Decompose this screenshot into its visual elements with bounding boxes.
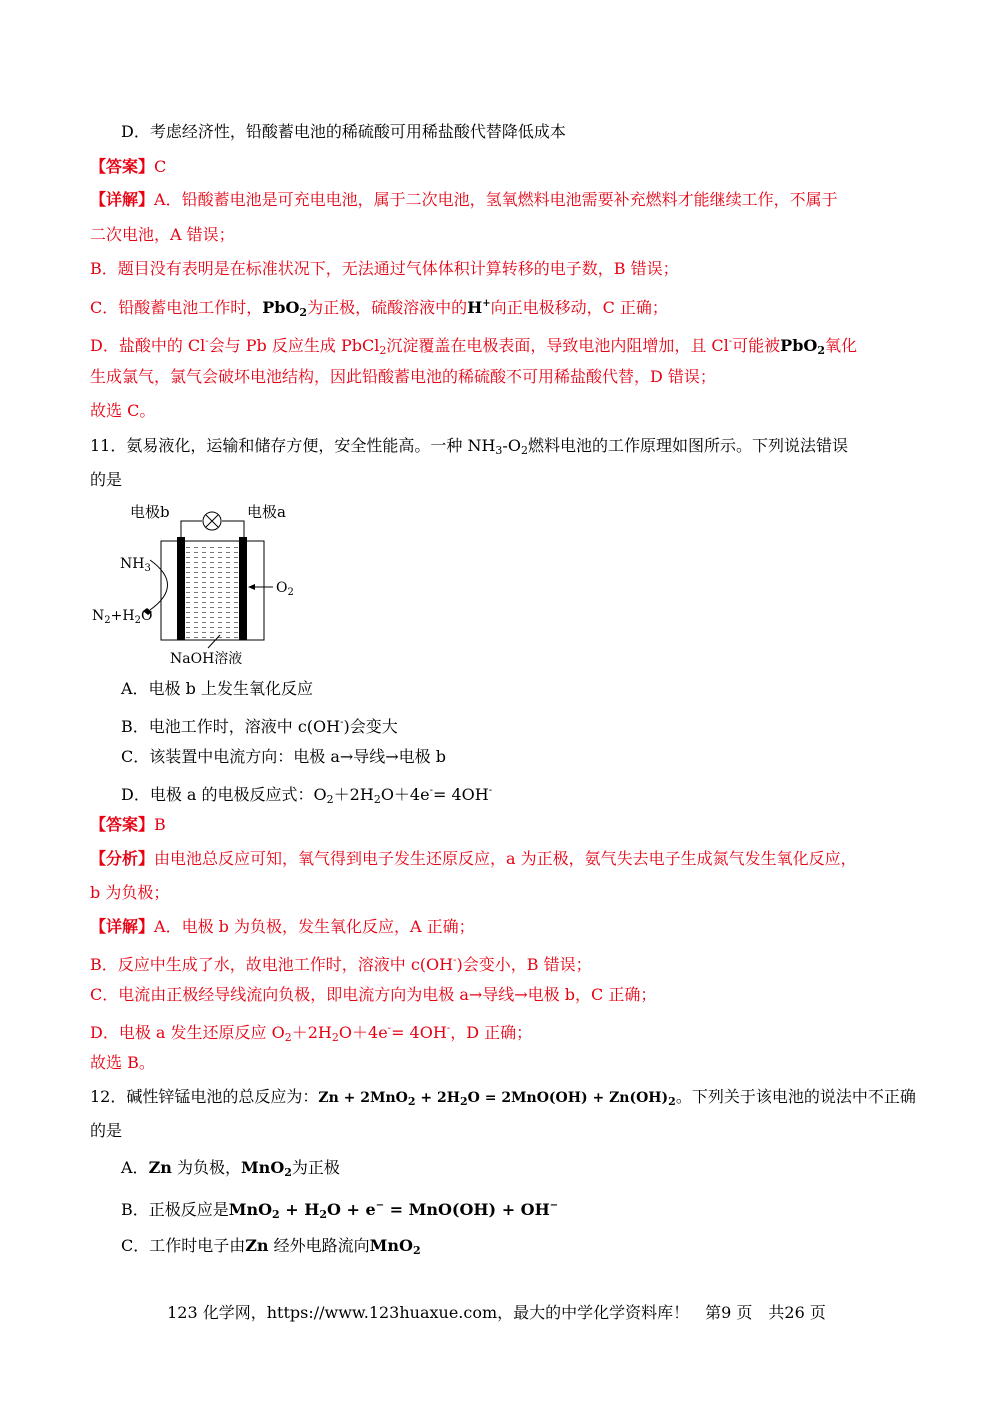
q11-analysis-line1: 【分析】由电池总反应可知，氧气得到电子发生还原反应，a 为正极，氨气失去电子生成氮气发生氧化反应， [90, 849, 857, 868]
detail-label: 【详解】 [90, 190, 155, 209]
page-footer: 123 化学网，https://www.123huaxue.com，最大的中学化学资料库！ 第9 页 共26 页 [167, 1303, 826, 1322]
q12-option-a: A．Zn 为负极，MnO$_2$为正极 [121, 1158, 340, 1179]
formula-pbo2: PbO$_2$ [780, 336, 825, 357]
q10-detail-b: B．题目没有表明是在标准状况下，无法通过气体体积计算转移的电子数，B 错误； [90, 259, 679, 278]
q11-option-c: C．该装置中电流方向：电极 a→导线→电极 b [121, 747, 447, 766]
q11-option-a: A．电极 b 上发生氧化反应 [121, 679, 313, 698]
detail-text: A．铅酸蓄电池是可充电电池，属于二次电池，氢氧燃料电池需要补充燃料才能继续工作，不属于 [154, 190, 838, 209]
q11-option-b: B．电池工作时，溶液中 c(OH-)会变大 [121, 717, 398, 736]
q12-stem-line1: 12．碱性锌锰电池的总反应为：$Zn + 2MnO_2 + 2H_2O = 2MnO(OH) + Zn(OH)_2$。下列关于该电池的说法中不正确 [90, 1087, 916, 1108]
text: 向正电极移动，C 正确； [490, 298, 668, 317]
q10-detail-d-line2: 生成氯气，氯气会破坏电池结构，因此铅酸蓄电池的稀硫酸不可用稀盐酸代替，D 错误； [90, 367, 716, 386]
answer-label: 【答案】 [90, 157, 155, 176]
naoh-label: NaOH溶液 [170, 651, 243, 667]
q12-total-reaction: $Zn + 2MnO_2 + 2H_2O = 2MnO(OH) + Zn(OH)_2$ [318, 1090, 676, 1108]
lamp-icon [203, 512, 221, 530]
q10-detail-d-line1: D．盐酸中的 Cl-会与 Pb 反应生成 PbCl$_2$沉淀覆盖在电极表面，导致电池内阻增加，且 Cl-可能被PbO$_2$氧化 [90, 336, 857, 357]
q11-conclusion: 故选 B。 [90, 1053, 155, 1072]
solution-fill [186, 545, 238, 638]
wire-left [181, 521, 202, 537]
n2-h2o-label: $N_2+H_2O$ [92, 608, 153, 626]
fuel-cell-diagram [90, 500, 320, 670]
wire-right [222, 521, 244, 537]
q10-detail-a-line1 [90, 190, 838, 210]
electrode-b-label: 电极b [130, 503, 170, 521]
q11-detail-c: C．电流由正极经导线流向负极，即电流方向为电极 a→导线→电极 b，C 正确； [90, 985, 657, 1004]
q10-answer [90, 157, 166, 177]
o2-label: $O_2$ [276, 580, 294, 598]
q11-stem-line1: 11．氨易液化，运输和储存方便，安全性能高。一种 $NH_3-O_2$燃料电池的工作原理如图所示。下列说法错误 [90, 436, 848, 457]
q10-option-d: D．考虑经济性，铅酸蓄电池的稀硫酸可用稀盐酸代替降低成本 [121, 122, 566, 141]
q12-option-c: C．工作时电子由Zn 经外电路流向MnO$_2$ [121, 1236, 421, 1257]
q12-option-b: B．正极反应是$MnO_2 + H_2O + e^- = MnO(OH) + OH^-$ [121, 1200, 559, 1221]
q11-stem-line2: 的是 [90, 470, 123, 489]
electrode-a-label: 电极a [247, 503, 286, 521]
formula-h-plus: H+ [467, 298, 491, 317]
q11-answer: 【答案】B [90, 815, 166, 834]
q10-detail-c [90, 294, 668, 323]
text: 为正极，硫酸溶液中的 [307, 298, 468, 317]
answer-value: C [154, 157, 167, 176]
q11-detail-a: 【详解】A．电极 b 为负极，发生氧化反应，A 正确； [90, 917, 475, 936]
q10-conclusion: 故选 C。 [90, 401, 156, 420]
electrode-b-plate [177, 537, 185, 640]
q11-detail-b: B．反应中生成了水，故电池工作时，溶液中 c(OH-)会变小，B 错误； [90, 955, 592, 974]
q11-detail-d: D．电极 a 发生还原反应 $O_2+2H_2O+4e^-= 4OH^-$，D 正确； [90, 1023, 533, 1044]
formula-pbo2: PbO$_2$ [262, 298, 308, 319]
q11-analysis-line2: b 为负极； [90, 883, 170, 902]
electrode-a-plate [239, 537, 247, 640]
q11-option-d: D．电极 a 的电极反应式：$O_2+2H_2O+4e^-= 4OH^-$ [121, 785, 493, 806]
text: C．铅酸蓄电池工作时， [90, 298, 263, 317]
q12-stem-line2: 的是 [90, 1121, 123, 1140]
q12-positive-reaction: $MnO_2 + H_2O + e^- = MnO(OH) + OH^-$ [228, 1200, 559, 1221]
q10-detail-a-line2: 二次电池，A 错误； [90, 225, 235, 244]
nh3-label: $NH_3$ [120, 556, 151, 574]
